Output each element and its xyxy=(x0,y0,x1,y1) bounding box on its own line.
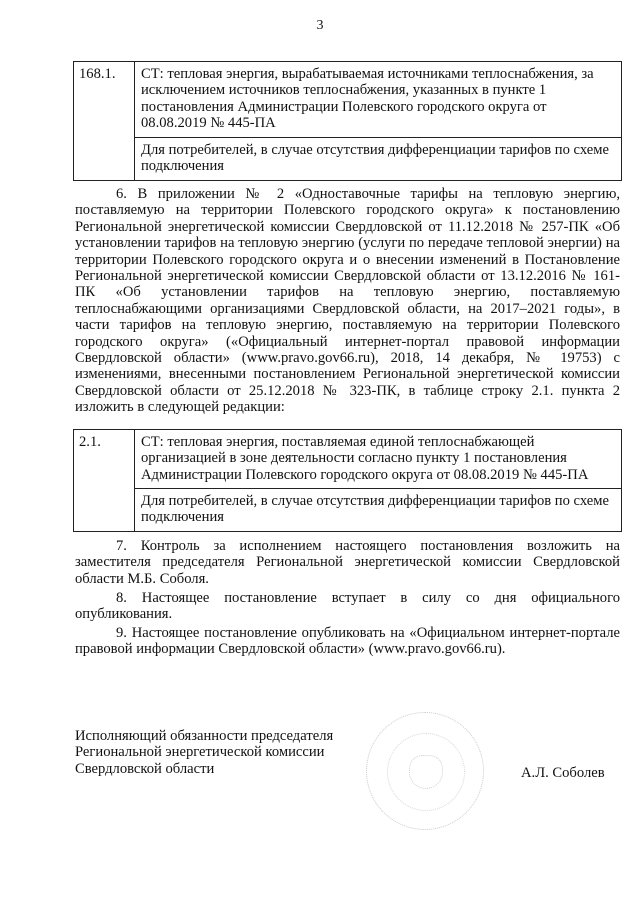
row-number-cell: 2.1. xyxy=(74,430,135,532)
tariff-description-cell: СТ: тепловая энергия, поставляемая единой теплоснабжающей организацией в зоне деятельности согласно пункту 1 постановления Администрации Полевского городского округа от 08.08.2019 № 445-ПА xyxy=(135,430,622,489)
tariff-description-cell: СТ: тепловая энергия, вырабатываемая источниками теплоснабжения, за исключением источников теплоснабжения, указанных в пункте 1 постановления Администрации Полевского городского округа от 08.08.2019 № 445-ПА xyxy=(135,62,622,138)
paragraph-9: 9. Настоящее постановление опубликовать на «Официальном интернет-портале правовой информации Свердловской области» (www.pravo.gov66.ru). xyxy=(75,625,620,658)
signer-title-line-1: Исполняющий обязанности председателя xyxy=(75,728,334,744)
table-row xyxy=(74,430,622,489)
signer-name: А.Л. Соболев xyxy=(521,765,605,781)
paragraph-7: 7. Контроль за исполнением настоящего постановления возложить на заместителя председателя Региональной энергетической комиссии Свердловской области М.Б. Соболя. xyxy=(75,538,620,587)
table-row xyxy=(74,138,622,181)
paragraph-6: 6. В приложении № 2 «Одноставочные тарифы на тепловую энергию, поставляемую на территории Полевского городского округа» к постановлению Региональной энергетической комиссии Свердловской от 11.12.2018 № 257-ПК «Об установлении тарифов на тепловую энергию (услуги по передаче тепловой энергии) на территории Полевского городского округа и о внесении изменений в Постановление Региональной энергетической комиссии Свердловской области от 13.12.2016 № 161-ПК «Об установлении тарифов на тепловую энергию, поставляемую теплоснабжающими организациями Свердловской области, на 2017–2021 годы», в части тарифов на тепловую энергию, поставляемую на территории Полевского городского округа» («Официальный интернет-портал правовой информации Свердловской области» (www.pravo.gov66.ru), 2018, 14 декабря, № 19753) с изменениями, внесенными постановлением Региональной энергетической комиссии Свердловской области от 25.12.2018 № 323-ПК, в таблице строку 2.1. пункта 2 изложить в следующей редакции: xyxy=(75,186,620,416)
signer-title-line-2: Региональной энергетической комиссии xyxy=(75,744,325,761)
table-row xyxy=(74,489,622,532)
tariff-table-row-168-1 xyxy=(73,61,622,181)
consumer-group-cell: Для потребителей, в случае отсутствия дифференциации тарифов по схеме подключения xyxy=(135,489,622,532)
row-number-cell: 168.1. xyxy=(74,62,135,181)
official-seal-stamp xyxy=(366,712,484,830)
tariff-table-row-2-1 xyxy=(73,429,622,532)
table-row xyxy=(74,62,622,138)
signer-title-line-3: Свердловской области xyxy=(75,760,215,777)
page-number: 3 xyxy=(316,18,324,33)
paragraph-8: 8. Настоящее постановление вступает в силу со дня официального опубликования. xyxy=(75,590,620,623)
consumer-group-cell: Для потребителей, в случае отсутствия дифференциации тарифов по схеме подключения xyxy=(135,138,622,181)
signature-block xyxy=(75,728,375,777)
seal-emblem-icon xyxy=(409,755,443,789)
